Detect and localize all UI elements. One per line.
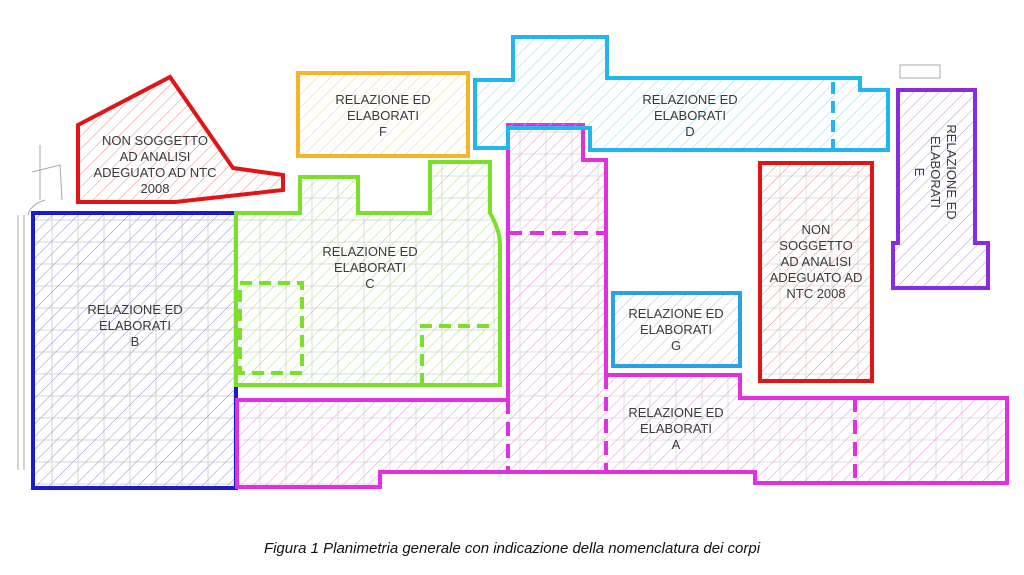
label-block-f: RELAZIONE ED ELABORATI F [335, 92, 431, 139]
label-block-g: RELAZIONE ED ELABORATI G [628, 306, 724, 353]
label-block-a: RELAZIONE ED ELABORATI A [628, 405, 724, 452]
label-red-nw: NON SOGGETTO AD ANALISI ADEGUATO AD NTC 2008 [93, 133, 217, 196]
block-b [33, 213, 236, 488]
label-block-e: RELAZIONE ED ELABORATI E [912, 124, 959, 220]
label-block-d: RELAZIONE ED ELABORATI D [642, 92, 738, 139]
label-block-b: RELAZIONE ED ELABORATI B [87, 302, 183, 349]
figure-caption: Figura 1 Planimetria generale con indicazione della nomenclatura dei corpi [263, 540, 761, 557]
label-block-c: RELAZIONE ED ELABORATI C [322, 244, 418, 291]
label-red-east: NON SOGGETTO AD ANALISI ADEGUATO AD NTC 2008 [769, 222, 863, 301]
